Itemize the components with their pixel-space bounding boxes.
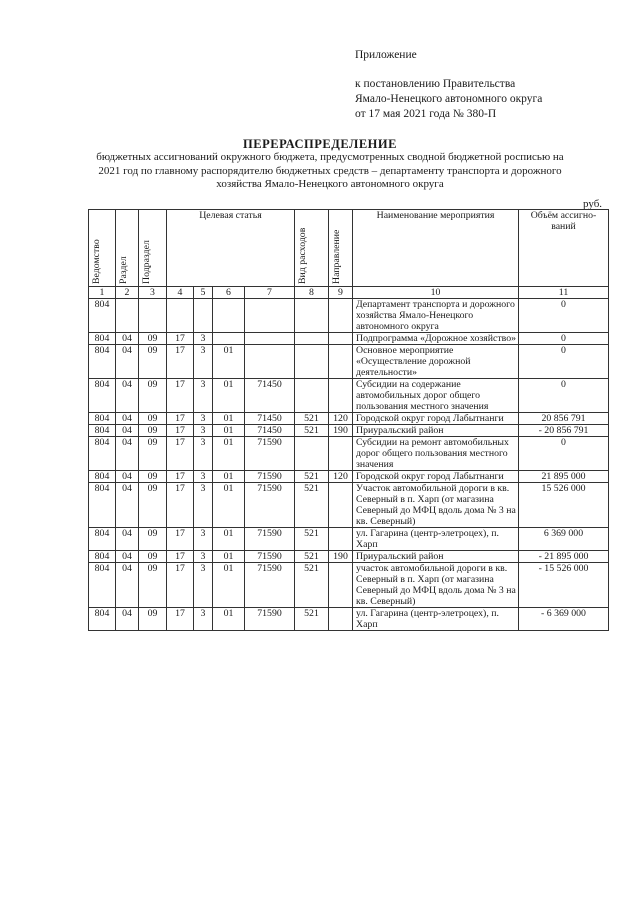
napr-cell: 190 xyxy=(329,551,353,563)
target-c-cell: 01 xyxy=(213,551,245,563)
name-cell: Департамент транспорта и дорожного хозяйства Ямало-Ненецкого автономного округа xyxy=(353,299,519,333)
vedomstvo-cell: 804 xyxy=(89,551,116,563)
razdel-cell: 04 xyxy=(116,471,139,483)
col-number: 1 xyxy=(89,287,116,299)
table-header-row xyxy=(89,210,609,287)
vid-cell: 521 xyxy=(295,413,329,425)
header-napr: Направление xyxy=(329,210,353,287)
vid-cell xyxy=(295,437,329,471)
vedomstvo-cell: 804 xyxy=(89,413,116,425)
target-a-cell: 17 xyxy=(167,345,194,379)
razdel-cell: 04 xyxy=(116,483,139,528)
target-d-cell xyxy=(245,299,295,333)
razdel-cell: 04 xyxy=(116,413,139,425)
vedomstvo-cell: 804 xyxy=(89,345,116,379)
appendix-label: Приложение xyxy=(355,49,417,61)
target-d-cell: 71590 xyxy=(245,551,295,563)
column-number-row xyxy=(89,287,609,299)
target-b-cell: 3 xyxy=(194,425,213,437)
vid-cell: 521 xyxy=(295,483,329,528)
podrazdel-cell: 09 xyxy=(139,379,167,413)
napr-cell xyxy=(329,333,353,345)
razdel-cell: 04 xyxy=(116,563,139,608)
target-b-cell: 3 xyxy=(194,413,213,425)
target-b-cell: 3 xyxy=(194,345,213,379)
target-a-cell: 17 xyxy=(167,608,194,631)
napr-cell: 190 xyxy=(329,425,353,437)
napr-cell: 120 xyxy=(329,413,353,425)
target-c-cell xyxy=(213,333,245,345)
podrazdel-cell: 09 xyxy=(139,437,167,471)
target-a-cell: 17 xyxy=(167,563,194,608)
target-a-cell: 17 xyxy=(167,483,194,528)
table-body xyxy=(89,299,609,631)
col-number: 4 xyxy=(167,287,194,299)
target-b-cell: 3 xyxy=(194,551,213,563)
col-number: 10 xyxy=(353,287,519,299)
name-cell: участок автомобильной дороги в кв. Северный в п. Харп (от магазина Северный до МФЦ вдоль дома № 3 на кв. Северный) xyxy=(353,563,519,608)
target-c-cell: 01 xyxy=(213,471,245,483)
target-b-cell: 3 xyxy=(194,333,213,345)
target-c-cell: 01 xyxy=(213,425,245,437)
amount-cell: 0 xyxy=(519,299,609,333)
podrazdel-cell xyxy=(139,299,167,333)
razdel-cell: 04 xyxy=(116,437,139,471)
podrazdel-cell: 09 xyxy=(139,471,167,483)
name-cell: Основное мероприятие «Осуществление дорожной деятельности» xyxy=(353,345,519,379)
header-podrazdel: Подраздел xyxy=(139,210,167,287)
document-subtitle: бюджетных ассигнований окружного бюджета, предусмотренных сводной бюджетной росписью на 2021 год по главному распорядителю бюджетных средств – департаменту транспорта и дорожного хозяйства Ямало-Ненецкого автономного округа xyxy=(96,151,564,190)
target-d-cell: 71450 xyxy=(245,379,295,413)
podrazdel-cell: 09 xyxy=(139,425,167,437)
table-row xyxy=(89,551,609,563)
target-b-cell: 3 xyxy=(194,379,213,413)
podrazdel-cell: 09 xyxy=(139,528,167,551)
table-row xyxy=(89,528,609,551)
vedomstvo-cell: 804 xyxy=(89,425,116,437)
razdel-cell: 04 xyxy=(116,425,139,437)
vid-cell: 521 xyxy=(295,528,329,551)
napr-cell xyxy=(329,437,353,471)
amount-cell: 15 526 000 xyxy=(519,483,609,528)
name-cell: Субсидии на содержание автомобильных дорог общего пользования местного значения xyxy=(353,379,519,413)
header-amount: Объём ассигно-ваний xyxy=(519,210,609,287)
header-vid: Вид расходов xyxy=(295,210,329,287)
vedomstvo-cell: 804 xyxy=(89,608,116,631)
razdel-cell: 04 xyxy=(116,345,139,379)
name-cell: Городской округ город Лабытнанги xyxy=(353,471,519,483)
target-a-cell: 17 xyxy=(167,413,194,425)
header-razdel: Раздел xyxy=(116,210,139,287)
target-b-cell: 3 xyxy=(194,437,213,471)
target-a-cell: 17 xyxy=(167,379,194,413)
vid-cell: 521 xyxy=(295,608,329,631)
amount-cell: 20 856 791 xyxy=(519,413,609,425)
vid-cell: 521 xyxy=(295,425,329,437)
target-a-cell: 17 xyxy=(167,333,194,345)
target-a-cell: 17 xyxy=(167,425,194,437)
napr-cell xyxy=(329,379,353,413)
razdel-cell: 04 xyxy=(116,608,139,631)
razdel-cell xyxy=(116,299,139,333)
amount-cell: - 21 895 000 xyxy=(519,551,609,563)
table-row xyxy=(89,299,609,333)
vid-cell xyxy=(295,345,329,379)
target-a-cell: 17 xyxy=(167,437,194,471)
target-c-cell: 01 xyxy=(213,563,245,608)
appendix-decree-ref: к постановлению Правительства xyxy=(355,78,516,90)
header-vedomstvo: Ведомство xyxy=(89,210,116,287)
unit-label: руб. xyxy=(583,198,603,210)
amount-cell: 0 xyxy=(519,345,609,379)
allocation-table xyxy=(88,209,609,631)
target-c-cell: 01 xyxy=(213,608,245,631)
vid-cell: 521 xyxy=(295,471,329,483)
target-c-cell xyxy=(213,299,245,333)
target-b-cell: 3 xyxy=(194,563,213,608)
table-row xyxy=(89,563,609,608)
col-number: 11 xyxy=(519,287,609,299)
name-cell: Субсидии на ремонт автомобильных дорог общего пользования местного значения xyxy=(353,437,519,471)
podrazdel-cell: 09 xyxy=(139,345,167,379)
amount-cell: 21 895 000 xyxy=(519,471,609,483)
razdel-cell: 04 xyxy=(116,379,139,413)
vid-cell: 521 xyxy=(295,551,329,563)
podrazdel-cell: 09 xyxy=(139,483,167,528)
name-cell: ул. Гагарина (центр-элетроцех), п. Харп xyxy=(353,608,519,631)
target-d-cell: 71590 xyxy=(245,528,295,551)
vedomstvo-cell: 804 xyxy=(89,333,116,345)
table-row xyxy=(89,437,609,471)
podrazdel-cell: 09 xyxy=(139,333,167,345)
target-c-cell: 01 xyxy=(213,528,245,551)
target-d-cell: 71590 xyxy=(245,563,295,608)
col-number: 2 xyxy=(116,287,139,299)
name-cell: Городской округ город Лабытнанги xyxy=(353,413,519,425)
target-c-cell: 01 xyxy=(213,345,245,379)
appendix-block xyxy=(355,48,542,122)
napr-cell xyxy=(329,608,353,631)
target-a-cell: 17 xyxy=(167,528,194,551)
name-cell: ул. Гагарина (центр-элетроцех), п. Харп xyxy=(353,528,519,551)
appendix-region: Ямало-Ненецкого автономного округа xyxy=(355,93,543,105)
napr-cell xyxy=(329,299,353,333)
target-a-cell xyxy=(167,299,194,333)
razdel-cell: 04 xyxy=(116,528,139,551)
table-row xyxy=(89,471,609,483)
razdel-cell: 04 xyxy=(116,551,139,563)
napr-cell: 120 xyxy=(329,471,353,483)
target-d-cell: 71450 xyxy=(245,413,295,425)
amount-cell: 0 xyxy=(519,379,609,413)
table-row xyxy=(89,413,609,425)
table-row xyxy=(89,608,609,631)
name-cell: Участок автомобильной дороги в кв. Северный в п. Харп (от магазина Северный до МФЦ вдоль дома № 3 на кв. Северный) xyxy=(353,483,519,528)
vid-cell: 521 xyxy=(295,563,329,608)
name-cell: Приуральский район xyxy=(353,425,519,437)
target-d-cell: 71590 xyxy=(245,483,295,528)
table-row xyxy=(89,425,609,437)
napr-cell xyxy=(329,483,353,528)
target-d-cell: 71450 xyxy=(245,425,295,437)
amount-cell: - 6 369 000 xyxy=(519,608,609,631)
napr-cell xyxy=(329,528,353,551)
vedomstvo-cell: 804 xyxy=(89,379,116,413)
col-number: 3 xyxy=(139,287,167,299)
target-a-cell: 17 xyxy=(167,551,194,563)
col-number: 8 xyxy=(295,287,329,299)
podrazdel-cell: 09 xyxy=(139,413,167,425)
podrazdel-cell: 09 xyxy=(139,563,167,608)
name-cell: Приуральский район xyxy=(353,551,519,563)
target-c-cell: 01 xyxy=(213,483,245,528)
target-d-cell xyxy=(245,333,295,345)
amount-cell: 0 xyxy=(519,333,609,345)
podrazdel-cell: 09 xyxy=(139,608,167,631)
vid-cell xyxy=(295,333,329,345)
target-b-cell: 3 xyxy=(194,483,213,528)
amount-cell: 0 xyxy=(519,437,609,471)
target-c-cell: 01 xyxy=(213,437,245,471)
table-row xyxy=(89,379,609,413)
header-target: Целевая статья xyxy=(167,210,295,287)
target-c-cell: 01 xyxy=(213,413,245,425)
target-b-cell: 3 xyxy=(194,471,213,483)
col-number: 6 xyxy=(213,287,245,299)
target-c-cell: 01 xyxy=(213,379,245,413)
amount-cell: - 15 526 000 xyxy=(519,563,609,608)
podrazdel-cell: 09 xyxy=(139,551,167,563)
vid-cell xyxy=(295,379,329,413)
razdel-cell: 04 xyxy=(116,333,139,345)
vedomstvo-cell: 804 xyxy=(89,528,116,551)
target-d-cell: 71590 xyxy=(245,437,295,471)
table-row xyxy=(89,345,609,379)
napr-cell xyxy=(329,563,353,608)
vid-cell xyxy=(295,299,329,333)
amount-cell: - 20 856 791 xyxy=(519,425,609,437)
table-row xyxy=(89,483,609,528)
vedomstvo-cell: 804 xyxy=(89,299,116,333)
vedomstvo-cell: 804 xyxy=(89,437,116,471)
target-b-cell: 3 xyxy=(194,608,213,631)
header-name: Наименование мероприятия xyxy=(353,210,519,287)
target-a-cell: 17 xyxy=(167,471,194,483)
col-number: 7 xyxy=(245,287,295,299)
target-d-cell: 71590 xyxy=(245,608,295,631)
vedomstvo-cell: 804 xyxy=(89,471,116,483)
amount-cell: 6 369 000 xyxy=(519,528,609,551)
vedomstvo-cell: 804 xyxy=(89,483,116,528)
vedomstvo-cell: 804 xyxy=(89,563,116,608)
table-row xyxy=(89,333,609,345)
target-d-cell: 71590 xyxy=(245,471,295,483)
appendix-date: от 17 мая 2021 года № 380-П xyxy=(355,108,497,120)
document-title: ПЕРЕРАСПРЕДЕЛЕНИЕ xyxy=(243,137,397,151)
col-number: 5 xyxy=(194,287,213,299)
target-b-cell: 3 xyxy=(194,528,213,551)
target-b-cell xyxy=(194,299,213,333)
col-number: 9 xyxy=(329,287,353,299)
name-cell: Подпрограмма «Дорожное хозяйство» xyxy=(353,333,519,345)
napr-cell xyxy=(329,345,353,379)
target-d-cell xyxy=(245,345,295,379)
